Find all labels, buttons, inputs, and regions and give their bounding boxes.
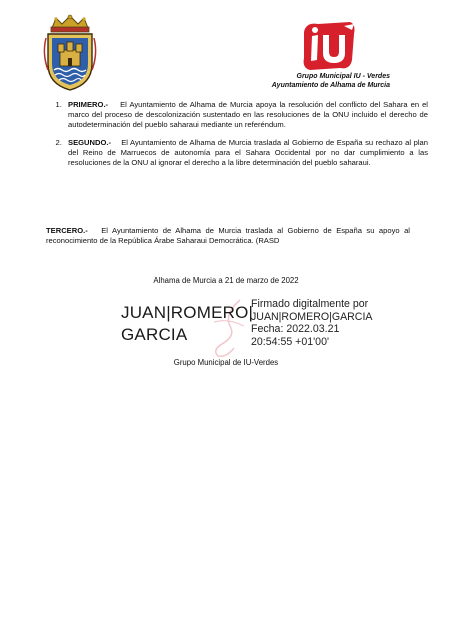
group-header-line-2: Ayuntamiento de Alhama de Murcia — [271, 82, 390, 89]
iu-logo-icon — [300, 20, 358, 72]
coat-of-arms-icon — [40, 14, 100, 92]
point-lead: TERCERO.- — [46, 226, 88, 235]
signature-info-line-2: JUAN|ROMERO|GARCIA — [251, 310, 373, 323]
point-lead: SEGUNDO.- — [68, 137, 112, 147]
signature-name — [121, 302, 253, 346]
resolution-points-list — [46, 100, 428, 175]
signature-group: Grupo Municipal de IU-Verdes — [173, 358, 279, 367]
point-tercero — [46, 226, 410, 246]
place-and-date: Alhama de Murcia a 21 de marzo de 2022 — [153, 276, 299, 285]
signature-info-line-1: Firmado digitalmente por — [251, 298, 369, 310]
signature-info-time: 20:54:55 +01'00' — [251, 335, 329, 348]
digital-signature-info — [251, 298, 372, 348]
point-text: El Ayuntamiento de Alhama de Murcia traslada al Gobierno de España su apoyo al reconocimiento de la República Árabe Saharaui Democrática. (RASD — [46, 226, 410, 246]
signature-info-date: Fecha: 2022.03.21 — [251, 323, 340, 335]
group-header — [272, 72, 390, 90]
point-segundo — [64, 138, 428, 169]
point-primero — [64, 100, 428, 131]
point-lead: PRIMERO.- — [68, 100, 109, 109]
signature-name-line-1: JUAN|ROMERO| — [121, 303, 254, 322]
point-text: El Ayuntamiento de Alhama de Murcia traslada al Gobierno de España su rechazo al plan del Reino de Marruecos de autonomía para el Sahara Occidental por no dar cumplimiento a las resoluciones de la ONU al ignorar el derecho a la libre determinación del pueblo saharaui. — [68, 137, 428, 168]
group-header-line-1: Grupo Municipal IU - Verdes — [296, 73, 390, 80]
signature-name-line-2: GARCIA — [121, 325, 188, 344]
point-text: El Ayuntamiento de Alhama de Murcia apoya la resolución del conflicto del Sahara en el marco del proceso de descolonización sustentado en las resoluciones de la ONU incluido el derecho de autodeterminación del pueblo saharaui mediante un referéndum. — [68, 100, 428, 130]
